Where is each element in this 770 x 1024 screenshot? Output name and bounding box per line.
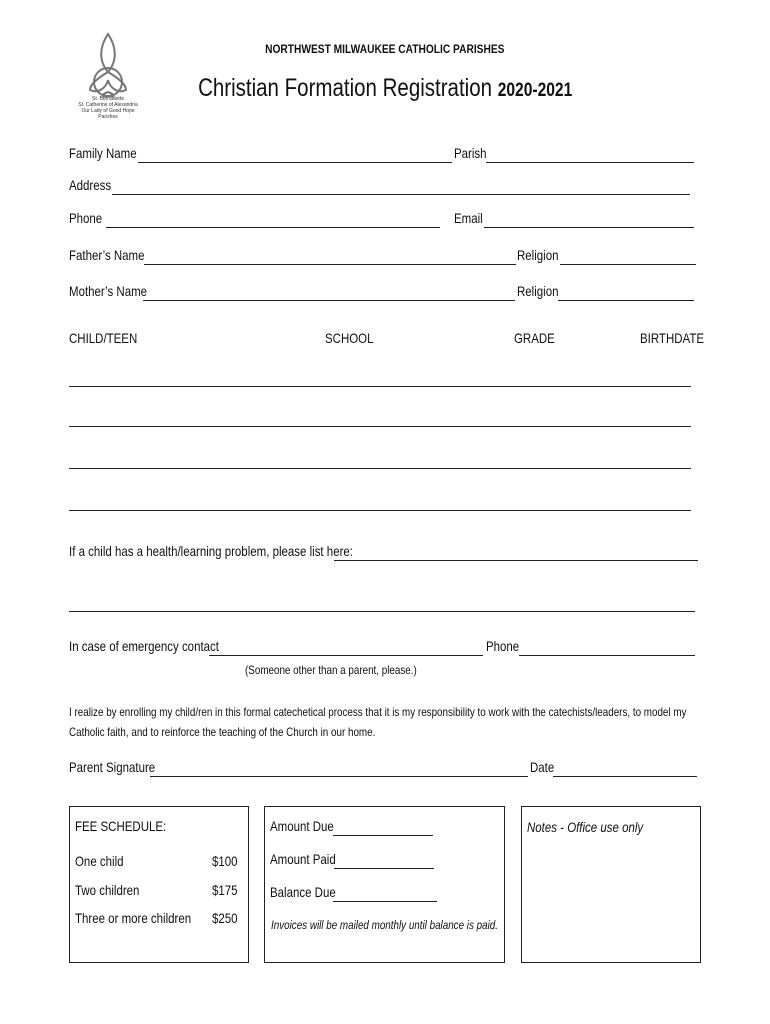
- balance-due-field[interactable]: [333, 901, 437, 902]
- email-label: Email: [454, 210, 483, 226]
- col-grade: GRADE: [514, 330, 555, 346]
- org-heading: NORTHWEST MILWAUKEE CATHOLIC PARISHES: [265, 42, 505, 56]
- mothers-name-label: Mother’s Name: [69, 283, 148, 299]
- col-child-teen: CHILD/TEEN: [69, 330, 138, 346]
- parish-field[interactable]: [486, 162, 694, 163]
- title-text: Christian Formation Registration: [197, 74, 492, 102]
- amount-due-label: Amount Due: [270, 818, 334, 834]
- emergency-phone-label: Phone: [486, 638, 520, 654]
- col-birthdate: BIRTHDATE: [640, 330, 704, 346]
- mother-religion-label: Religion: [517, 283, 559, 299]
- logo-text: St. Bernadette St. Catherine of Alexandria Our Lady of Good Hope Parishes: [78, 96, 138, 120]
- health-field-line-2[interactable]: [69, 611, 695, 612]
- child-row-2[interactable]: [69, 426, 691, 427]
- date-label: Date: [530, 759, 555, 775]
- notes-label: Notes - Office use only: [527, 819, 644, 835]
- fee-row-3-amount: $250: [212, 910, 238, 926]
- signature-field[interactable]: [150, 776, 528, 777]
- emergency-contact-field[interactable]: [209, 655, 483, 656]
- father-religion-field[interactable]: [560, 264, 696, 265]
- title-year: 2020-2021: [497, 80, 573, 101]
- emergency-label: In case of emergency contact: [69, 638, 219, 654]
- address-field[interactable]: [112, 194, 690, 195]
- fathers-name-label: Father’s Name: [69, 247, 145, 263]
- date-field[interactable]: [553, 776, 697, 777]
- fee-row-1-amount: $100: [212, 853, 238, 869]
- family-name-label: Family Name: [69, 145, 137, 161]
- invoice-note: Invoices will be mailed monthly until balance is paid.: [271, 918, 498, 932]
- parish-label: Parish: [454, 145, 487, 161]
- fee-row-2-label: Two children: [75, 882, 140, 898]
- phone-field[interactable]: [106, 227, 440, 228]
- emergency-phone-field[interactable]: [519, 655, 695, 656]
- col-school: SCHOOL: [325, 330, 374, 346]
- agreement-text: I realize by enrolling my child/ren in this formal catechetical process that it is my responsibility to work with the catechists/leaders, to model my Catholic faith, and to reinforce the teaching of the Church in our home.: [69, 705, 687, 739]
- address-label: Address: [69, 177, 112, 193]
- family-name-field[interactable]: [138, 162, 452, 163]
- balance-due-label: Balance Due: [270, 884, 336, 900]
- signature-label: Parent Signature: [69, 759, 156, 775]
- phone-label: Phone: [69, 210, 103, 226]
- child-row-3[interactable]: [69, 468, 691, 469]
- fee-row-3-label: Three or more children: [75, 910, 192, 926]
- emergency-note: (Someone other than a parent, please.): [245, 663, 417, 677]
- amount-paid-field[interactable]: [334, 868, 434, 869]
- amount-paid-label: Amount Paid: [270, 851, 336, 867]
- health-field[interactable]: [334, 560, 698, 561]
- health-label: If a child has a health/learning problem, please list here:: [69, 543, 353, 559]
- fee-row-1-label: One child: [75, 853, 124, 869]
- mother-religion-field[interactable]: [558, 300, 694, 301]
- mothers-name-field[interactable]: [143, 300, 515, 301]
- amount-due-field[interactable]: [333, 835, 433, 836]
- child-row-4[interactable]: [69, 510, 691, 511]
- fathers-name-field[interactable]: [144, 264, 516, 265]
- child-row-1[interactable]: [69, 386, 691, 387]
- fee-schedule-title: FEE SCHEDULE:: [75, 818, 167, 834]
- email-field[interactable]: [484, 227, 694, 228]
- page-title: [0, 74, 770, 103]
- fee-row-2-amount: $175: [212, 882, 238, 898]
- father-religion-label: Religion: [517, 247, 559, 263]
